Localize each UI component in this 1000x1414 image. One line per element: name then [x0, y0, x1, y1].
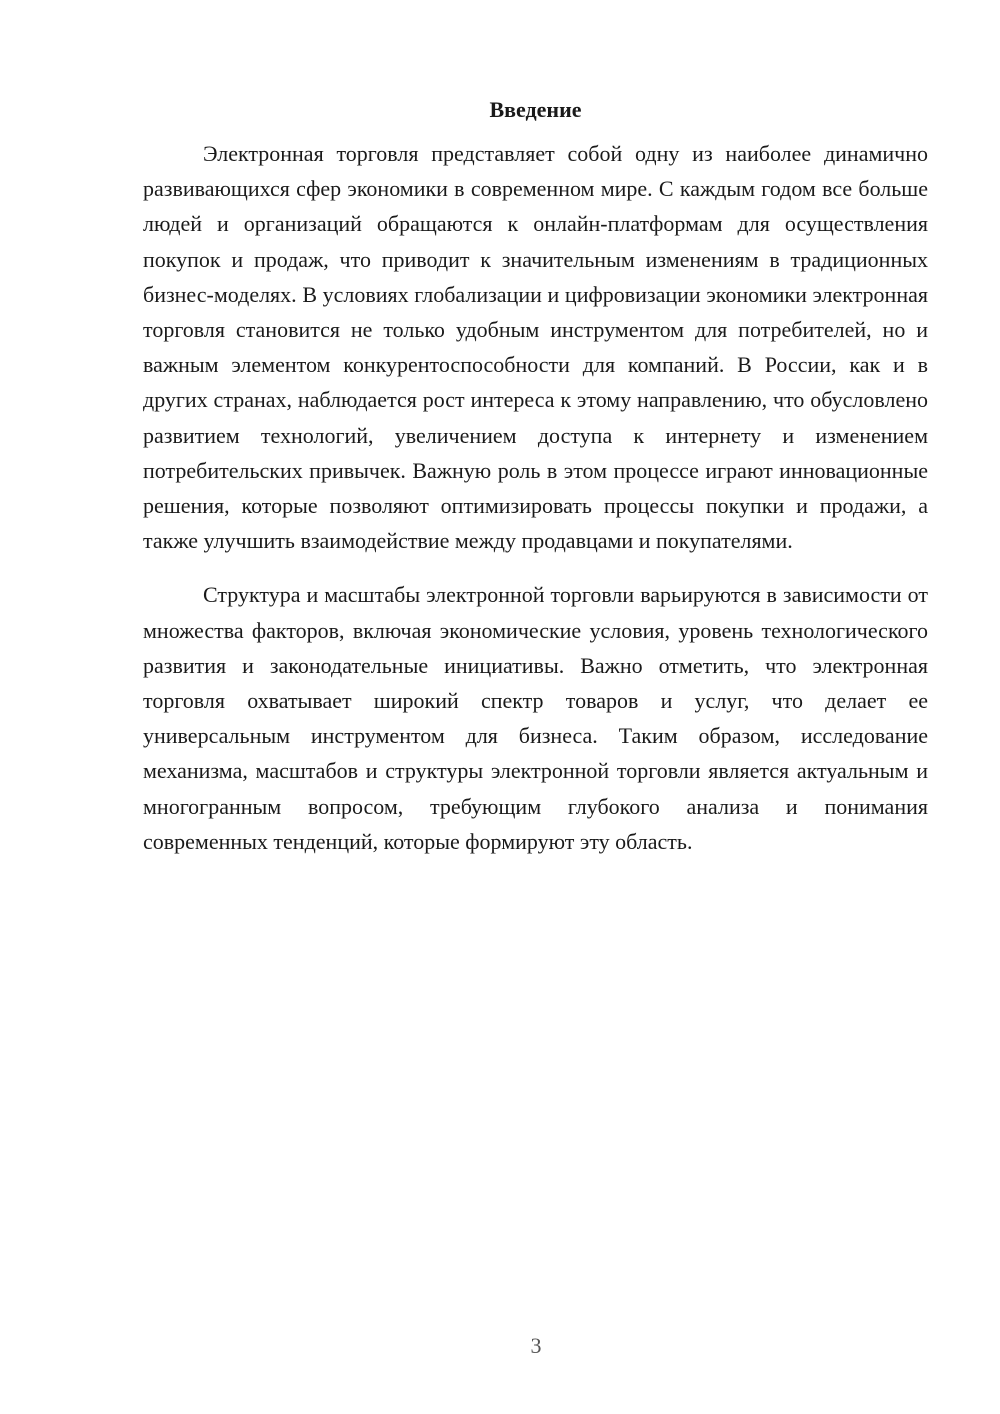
page-number: 3: [530, 1333, 542, 1358]
paragraph-2: Структура и масштабы электронной торговли варьируются в зависимости от множества факторов, включая экономические условия, уровень технологического развития и законодательные инициативы. Важно отметить, что электронная торговля охватывает широкий спектр товаров и услуг, что делает ее универсальным инструментом для бизнеса. Таким образом, исследование механизма, масштабов и структуры электронной торговли является актуальным и многогранным вопросом, требующим глубокого анализа и понимания современных тенденций, которые формируют эту область.: [143, 582, 928, 854]
section-heading: Введение: [489, 97, 582, 122]
page-content: [143, 92, 928, 859]
paragraph-1: Электронная торговля представляет собой одну из наиболее динамично развивающихся сфер экономики в современном мире. С каждым годом все больше людей и организаций обращаются к онлайн-платформам для осуществления покупок и продаж, что приводит к значительным изменениям в традиционных бизнес-моделях. В условиях глобализации и цифровизации экономики электронная торговля становится не только удобным инструментом для потребителей, но и важным элементом конкурентоспособности для компаний. В России, как и в других странах, наблюдается рост интереса к этому направлению, что обусловлено развитием технологий, увеличением доступа к интернету и изменением потребительских привычек. Важную роль в этом процессе играют инновационные решения, которые позволяют оптимизировать процессы покупки и продажи, а также улучшить взаимодействие между продавцами и покупателями.: [143, 141, 928, 554]
